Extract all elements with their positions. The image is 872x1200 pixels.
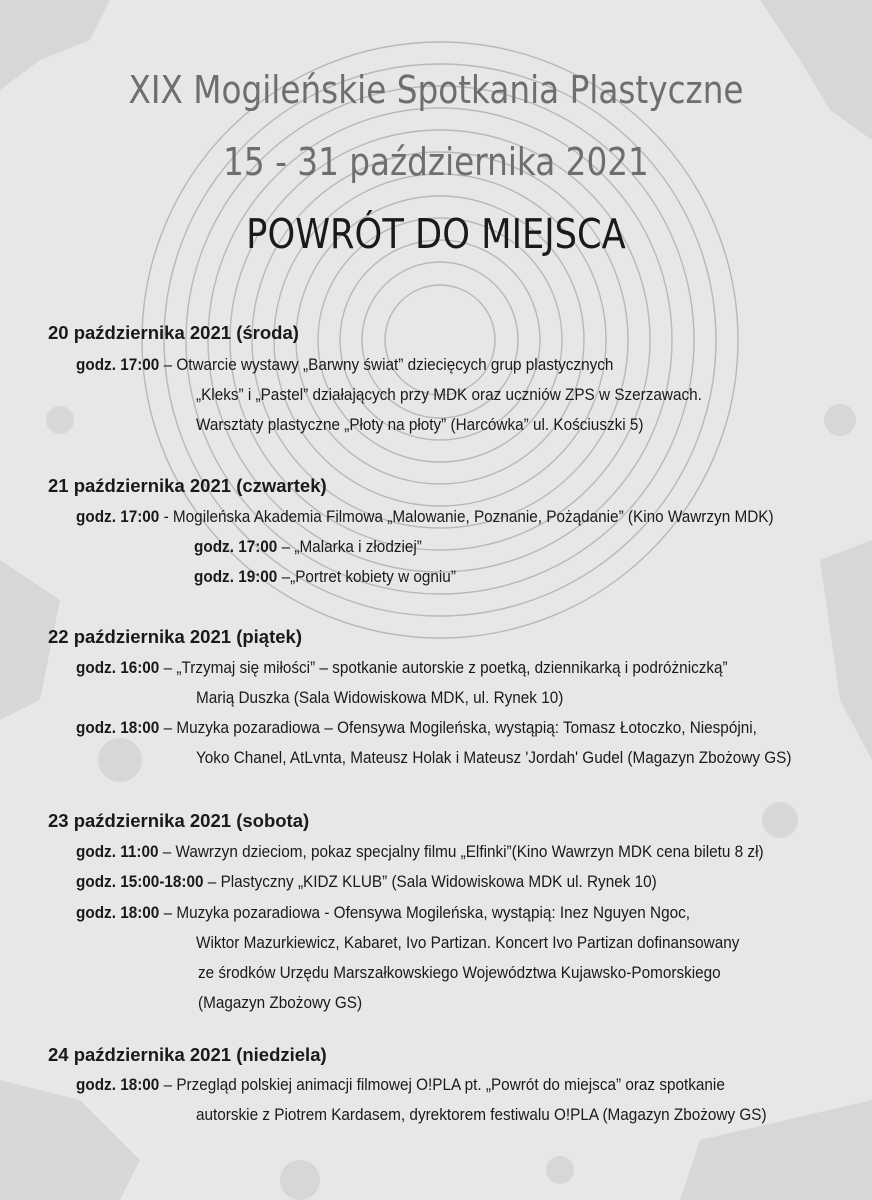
event-time: godz. 15:00-18:00 (76, 872, 204, 891)
event-text: – Muzyka pozaradiowa – Ofensywa Mogileńska, wystąpią: Tomasz Łotoczko, Niespójni, (159, 718, 757, 737)
event-time: godz. 18:00 (76, 718, 160, 737)
event-text: - Mogileńska Akademia Filmowa „Malowanie, Poznanie, Pożądanie” (Kino Wawrzyn MDK) (159, 507, 774, 526)
schedule-line (76, 507, 774, 527)
schedule-line (76, 658, 728, 678)
event-text: Wiktor Mazurkiewicz, Kabaret, Ivo Partizan. Koncert Ivo Partizan dofinansowany (196, 933, 740, 952)
event-text: „Kleks” i „Pastel” działających przy MDK oraz uczniów ZPS w Szerzawach. (196, 385, 702, 404)
festival-dates: 15 - 31 października 2021 (223, 140, 649, 184)
event-text: Marią Duszka (Sala Widowiskowa MDK, ul. Rynek 10) (196, 688, 564, 707)
schedule-line (76, 718, 757, 738)
schedule-line (76, 1075, 725, 1095)
event-text: ze środków Urzędu Marszałkowskiego Województwa Kujawsko-Pomorskiego (198, 963, 721, 982)
event-time: godz. 18:00 (76, 903, 160, 922)
schedule-line (198, 963, 721, 983)
schedule-line (194, 537, 422, 557)
event-text: autorskie z Piotrem Kardasem, dyrektorem festiwalu O!PLA (Magazyn Zbożowy GS) (196, 1105, 767, 1124)
schedule-line (196, 415, 644, 435)
schedule-line (196, 933, 739, 953)
event-text: Warsztaty plastyczne „Płoty na płoty” (Harcówka” ul. Kościuszki 5) (196, 415, 644, 434)
event-text: – „Malarka i złodziej” (277, 537, 422, 556)
schedule-line (196, 688, 563, 708)
day-header-21: 21 października 2021 (czwartek) (48, 475, 327, 496)
event-time: godz. 17:00 (194, 537, 278, 556)
event-time: godz. 16:00 (76, 658, 160, 677)
event-text: (Magazyn Zbożowy GS) (198, 993, 363, 1012)
day-header-20: 20 października 2021 (środa) (48, 322, 299, 343)
event-time: godz. 11:00 (76, 842, 159, 861)
festival-theme: POWRÓT DO MIEJSCA (246, 210, 626, 258)
event-time: godz. 17:00 (76, 355, 160, 374)
schedule-line (196, 1105, 767, 1125)
day-header-23: 23 października 2021 (sobota) (48, 810, 310, 831)
event-text: – Muzyka pozaradiowa - Ofensywa Mogileńska, wystąpią: Inez Nguyen Ngoc, (159, 903, 690, 922)
event-time: godz. 19:00 (194, 567, 278, 586)
schedule-line (76, 872, 657, 892)
schedule-line (76, 842, 764, 862)
event-text: –„Portret kobiety w ogniu” (277, 567, 456, 586)
schedule-line (196, 748, 791, 768)
event-text: – Wawrzyn dzieciom, pokaz specjalny filmu „Elfinki”(Kino Wawrzyn MDK cena biletu 8 zł) (158, 842, 764, 861)
day-header-24: 24 października 2021 (niedziela) (48, 1044, 327, 1065)
event-text: – „Trzymaj się miłości” – spotkanie autorskie z poetką, dziennikarką i podróżniczką” (159, 658, 728, 677)
festival-title: XIX Mogileńskie Spotkania Plastyczne (128, 68, 744, 112)
event-text: Yoko Chanel, AtLvnta, Mateusz Holak i Mateusz 'Jordah' Gudel (Magazyn Zbożowy GS) (196, 748, 792, 767)
schedule-line (196, 385, 702, 405)
schedule-line (194, 567, 456, 587)
event-text: – Plastyczny „KIDZ KLUB” (Sala Widowiskowa MDK ul. Rynek 10) (203, 872, 657, 891)
event-text: – Otwarcie wystawy „Barwny świat” dziecięcych grup plastycznych (159, 355, 614, 374)
day-header-22: 22 października 2021 (piątek) (48, 626, 302, 647)
event-text: – Przegląd polskiej animacji filmowej O!PLA pt. „Powrót do miejsca” oraz spotkanie (159, 1075, 725, 1094)
event-time: godz. 18:00 (76, 1075, 160, 1094)
schedule-line (76, 903, 690, 923)
schedule-line (76, 355, 613, 375)
event-time: godz. 17:00 (76, 507, 160, 526)
schedule-line (198, 993, 362, 1013)
